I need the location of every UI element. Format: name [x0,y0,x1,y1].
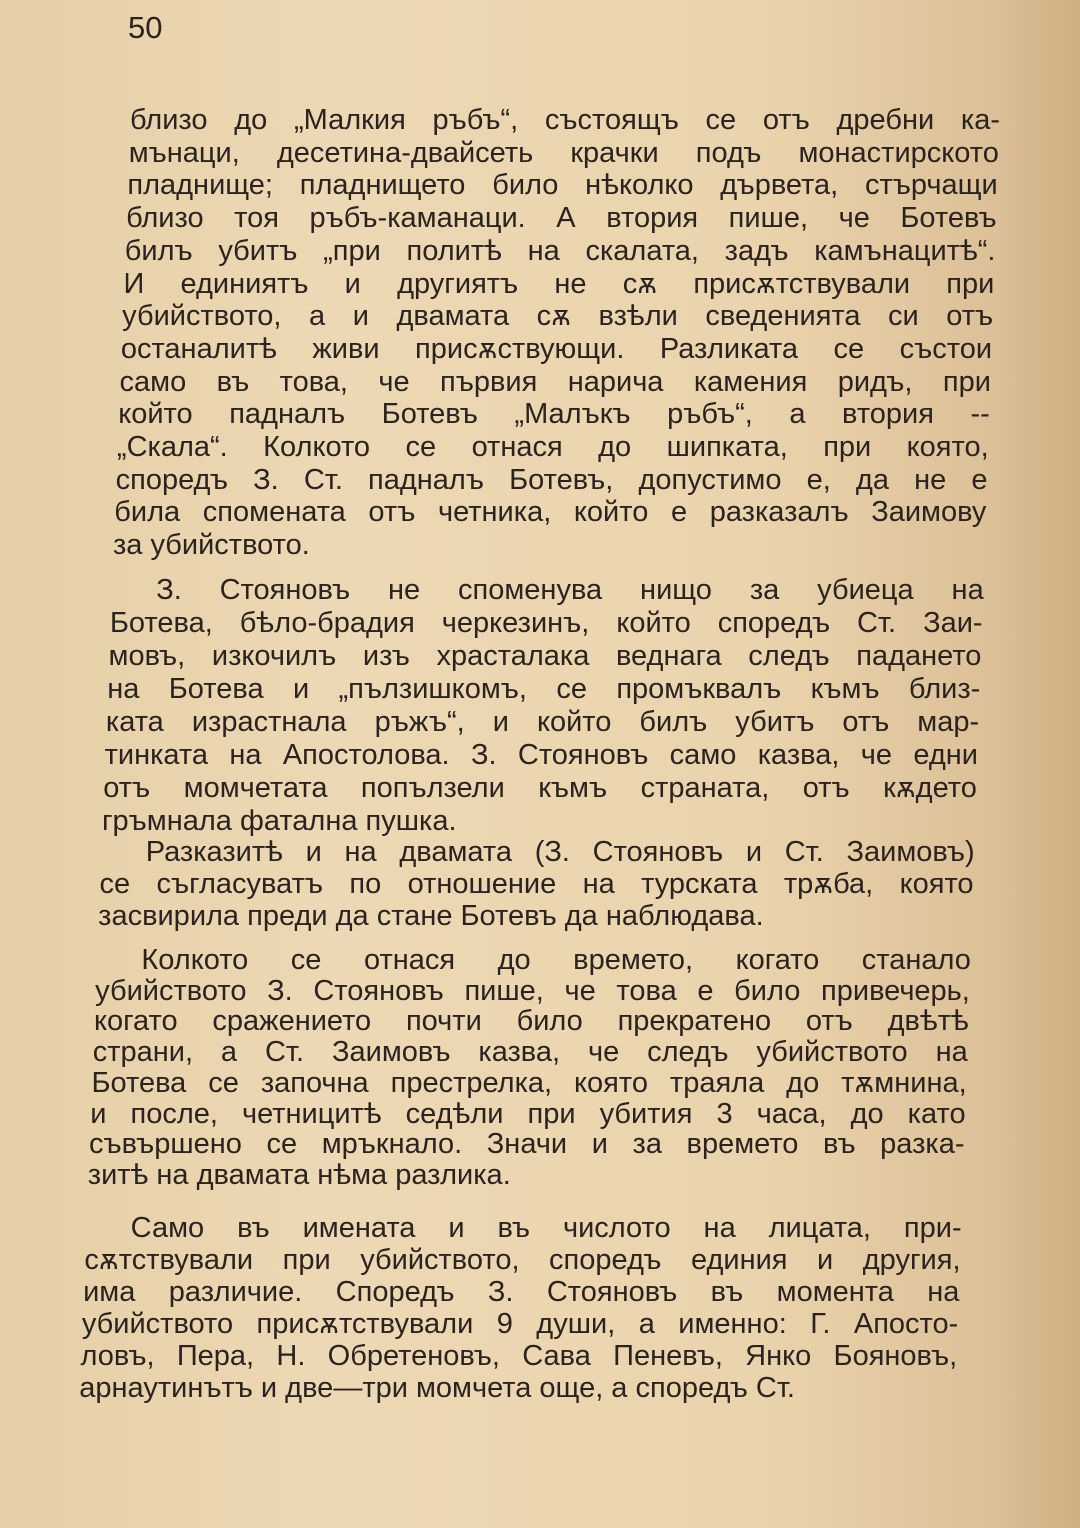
text-line: Колкото се отнася до времето, когато станало [141,944,971,976]
text-line: за убийството. [112,529,310,562]
text-line: останалитѣ живи присѫствующи. Разликата се състои [120,332,993,365]
page-number: 50 [128,10,163,45]
text-line: билъ убитъ „при политѣ на скалата, задъ камънацитѣ“. [124,234,996,267]
text-line: ката израстнала ръжъ“, и който билъ убитъ отъ мар- [105,706,980,738]
text-line: на Ботева и „пълзишкомъ, се промъквалъ къмъ близ- [107,673,981,705]
text-line: съвършено се мръкнало. Значи и за времето въ разка- [89,1128,965,1161]
text-line: ловъ, Пера, Н. Обретеновъ, Сава Пеневъ, Янко Бояновъ, [80,1340,958,1372]
text-line: убийството присѫтствували 9 души, а именно: Г. Апосто- [81,1308,959,1340]
text-line: мовъ, изкочилъ изъ храсталака веднага следъ падането [108,640,982,672]
text-line: засвирила преди да стане Ботевъ да наблюдава. [98,900,764,932]
text-line: само въ това, че първия нарича камения ридъ, при [119,365,991,398]
text-line: Ботева се започна престрелка, която траяла до тѫмнина, [91,1066,967,1099]
text-line: Разказитѣ и на двамата (З. Стояновъ и Ст. Заимовъ) [145,836,975,868]
text-line: „Скала“. Колкото се отнася до шипката, при която, [116,431,989,463]
text-line: близо до „Малкия ръбъ“, състоящъ се отъ дребни ка- [130,104,1000,136]
text-line: арнаутинътъ и две—три момчета още, а споредъ Ст. [79,1372,795,1404]
text-line: гръмнала фатална пушка. [101,805,457,837]
text-line: когато сражението почти било прекратено отъ двѣтѣ [93,1005,969,1038]
text-line: сѫтствували при убийството, споредъ единия и другия, [84,1244,961,1276]
text-line: била спомената отъ четника, който е разказалъ Заимову [114,496,987,529]
text-line: зитѣ на двамата нѣма разлика. [87,1158,511,1191]
text-line: страни, а Ст. Заимовъ казва, че следъ убийството на [92,1036,968,1069]
text-line: Ботева, бѣло-брадия черкезинъ, който споредъ Ст. Заи- [109,607,983,639]
text-line: пладнище; пладнището било нѣколко дървета, стърчащи [127,169,998,202]
text-line: има различие. Споредъ З. Стояновъ въ момента на [83,1276,960,1308]
text-line: убийството З. Стояновъ пише, че това е било привечерь, [95,974,970,1007]
text-line: близо тоя ръбъ-каманаци. А втория пише, че Ботевъ [126,202,997,235]
text-line: мънаци, десетина-двайсеть крачки подъ монастирското [128,136,999,169]
text-line: Само въ имената и въ числото на лицата, при- [130,1212,962,1244]
text-line: се съгласуватъ по отношение на турската трѫба, която [99,868,974,900]
text-line: който падналъ Ботевъ „Малъкъ ръбъ“, а втория -- [118,398,990,431]
text-line: И единиятъ и другиятъ не сѫ присѫтствували при [123,267,995,300]
text-line: споредъ З. Ст. падналъ Ботевъ, допустимо е, да не е [115,463,988,496]
text-line: и после, четницитѣ седѣли при убития 3 часа, до като [90,1097,966,1130]
text-line: З. Стояновъ не споменува нищо за убиеца на [156,574,984,606]
text-line: отъ момчетата попълзели къмъ страната, отъ кѫдето [103,772,977,804]
text-line: убийството, а и двамата сѫ взѣли сведенията си отъ [122,300,994,333]
text-line: тинката на Апостолова. З. Стояновъ само казва, че едни [104,739,978,771]
